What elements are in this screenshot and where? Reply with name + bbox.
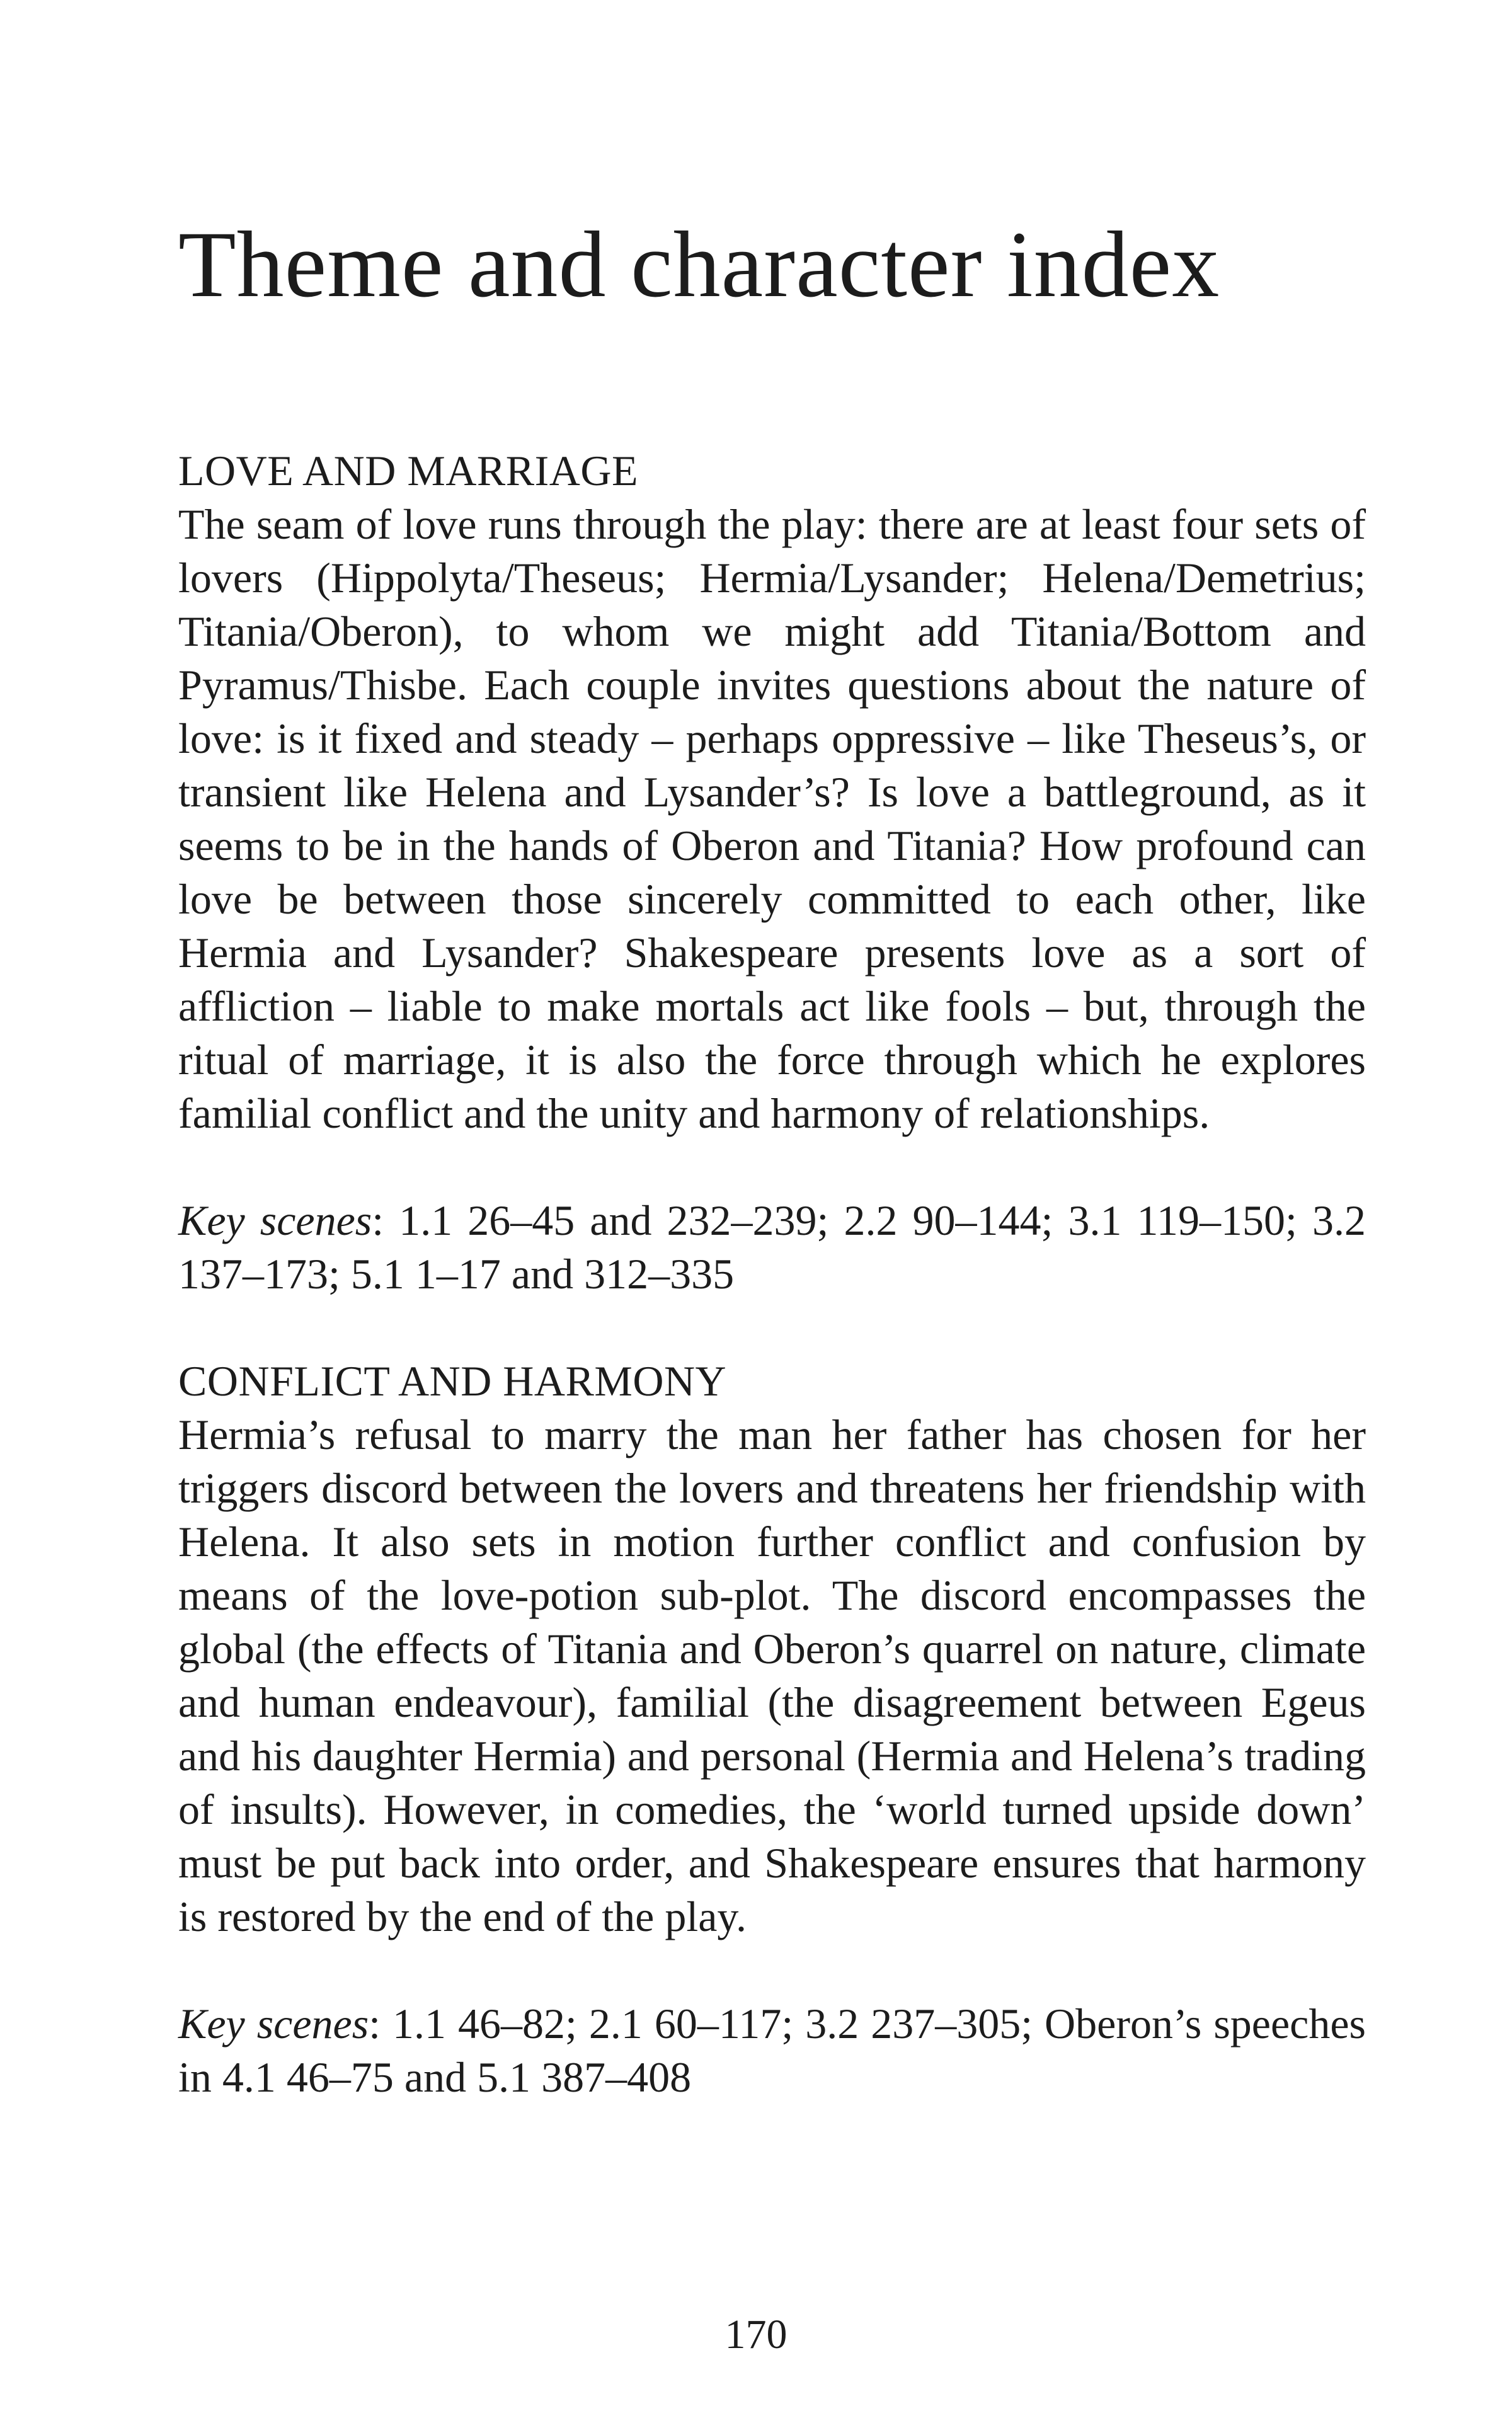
section-conflict-and-harmony [178, 1355, 1366, 2104]
section-heading: CONFLICT AND HARMONY [178, 1357, 727, 1405]
page-number: 170 [724, 2311, 788, 2357]
key-scenes-line [178, 1194, 1366, 1301]
section-heading: LOVE AND MARRIAGE [178, 447, 639, 495]
key-scenes-label: Key scenes [178, 1196, 372, 1244]
section-body: The seam of love runs through the play: there are at least four sets of lovers (Hippolyta/Theseus; Hermia/Lysander; Helena/Demetrius; Titania/Oberon), to whom we might add Titania/Bottom and Pyramus/Thisbe. Each couple invites questions about the nature of love: is it fixed and steady – perhaps oppressive – like Theseus’s, or transient like Helena and Lysander’s? Is love a battleground, as it seems to be in the hands of Oberon and Titania? How profound can love be between those sincerely committed to each other, like Hermia and Lysander? Shakespeare presents love as a sort of affliction – liable to make mortals act like fools – but, through the ritual of marriage, it is also the force through which he explores familial conflict and the unity and harmony of relationships. [178, 500, 1366, 1137]
key-scenes-line [178, 1997, 1366, 2104]
key-scenes-label: Key scenes [178, 2000, 369, 2048]
key-scenes-refs: : 1.1 26–45 and 232–239; 2.2 90–144; 3.1 119–150; 3.2 137–173; 5.1 1–17 and 312–335 [178, 1196, 1366, 1298]
key-scenes-refs: : 1.1 46–82; 2.1 60–117; 3.2 237–305; Oberon’s speeches in 4.1 46–75 and 5.1 387–408 [178, 2000, 1366, 2101]
section-love-and-marriage [178, 444, 1366, 1301]
page-title: Theme and character index [178, 212, 1220, 317]
text-column [178, 0, 1366, 2104]
section-body: Hermia’s refusal to marry the man her father has chosen for her triggers discord between the lovers and threatens her friendship with Helena. It also sets in motion further conflict and confusion by means of the love-potion sub-plot. The discord encompasses the global (the effects of Titania and Oberon’s quarrel on nature, climate and human endeavour), familial (the disagreement between Egeus and his daughter Hermia) and personal (Hermia and Helena’s trading of insults). However, in comedies, the ‘world turned upside down’ must be put back into order, and Shakespeare ensures that harmony is restored by the end of the play. [178, 1411, 1366, 1940]
